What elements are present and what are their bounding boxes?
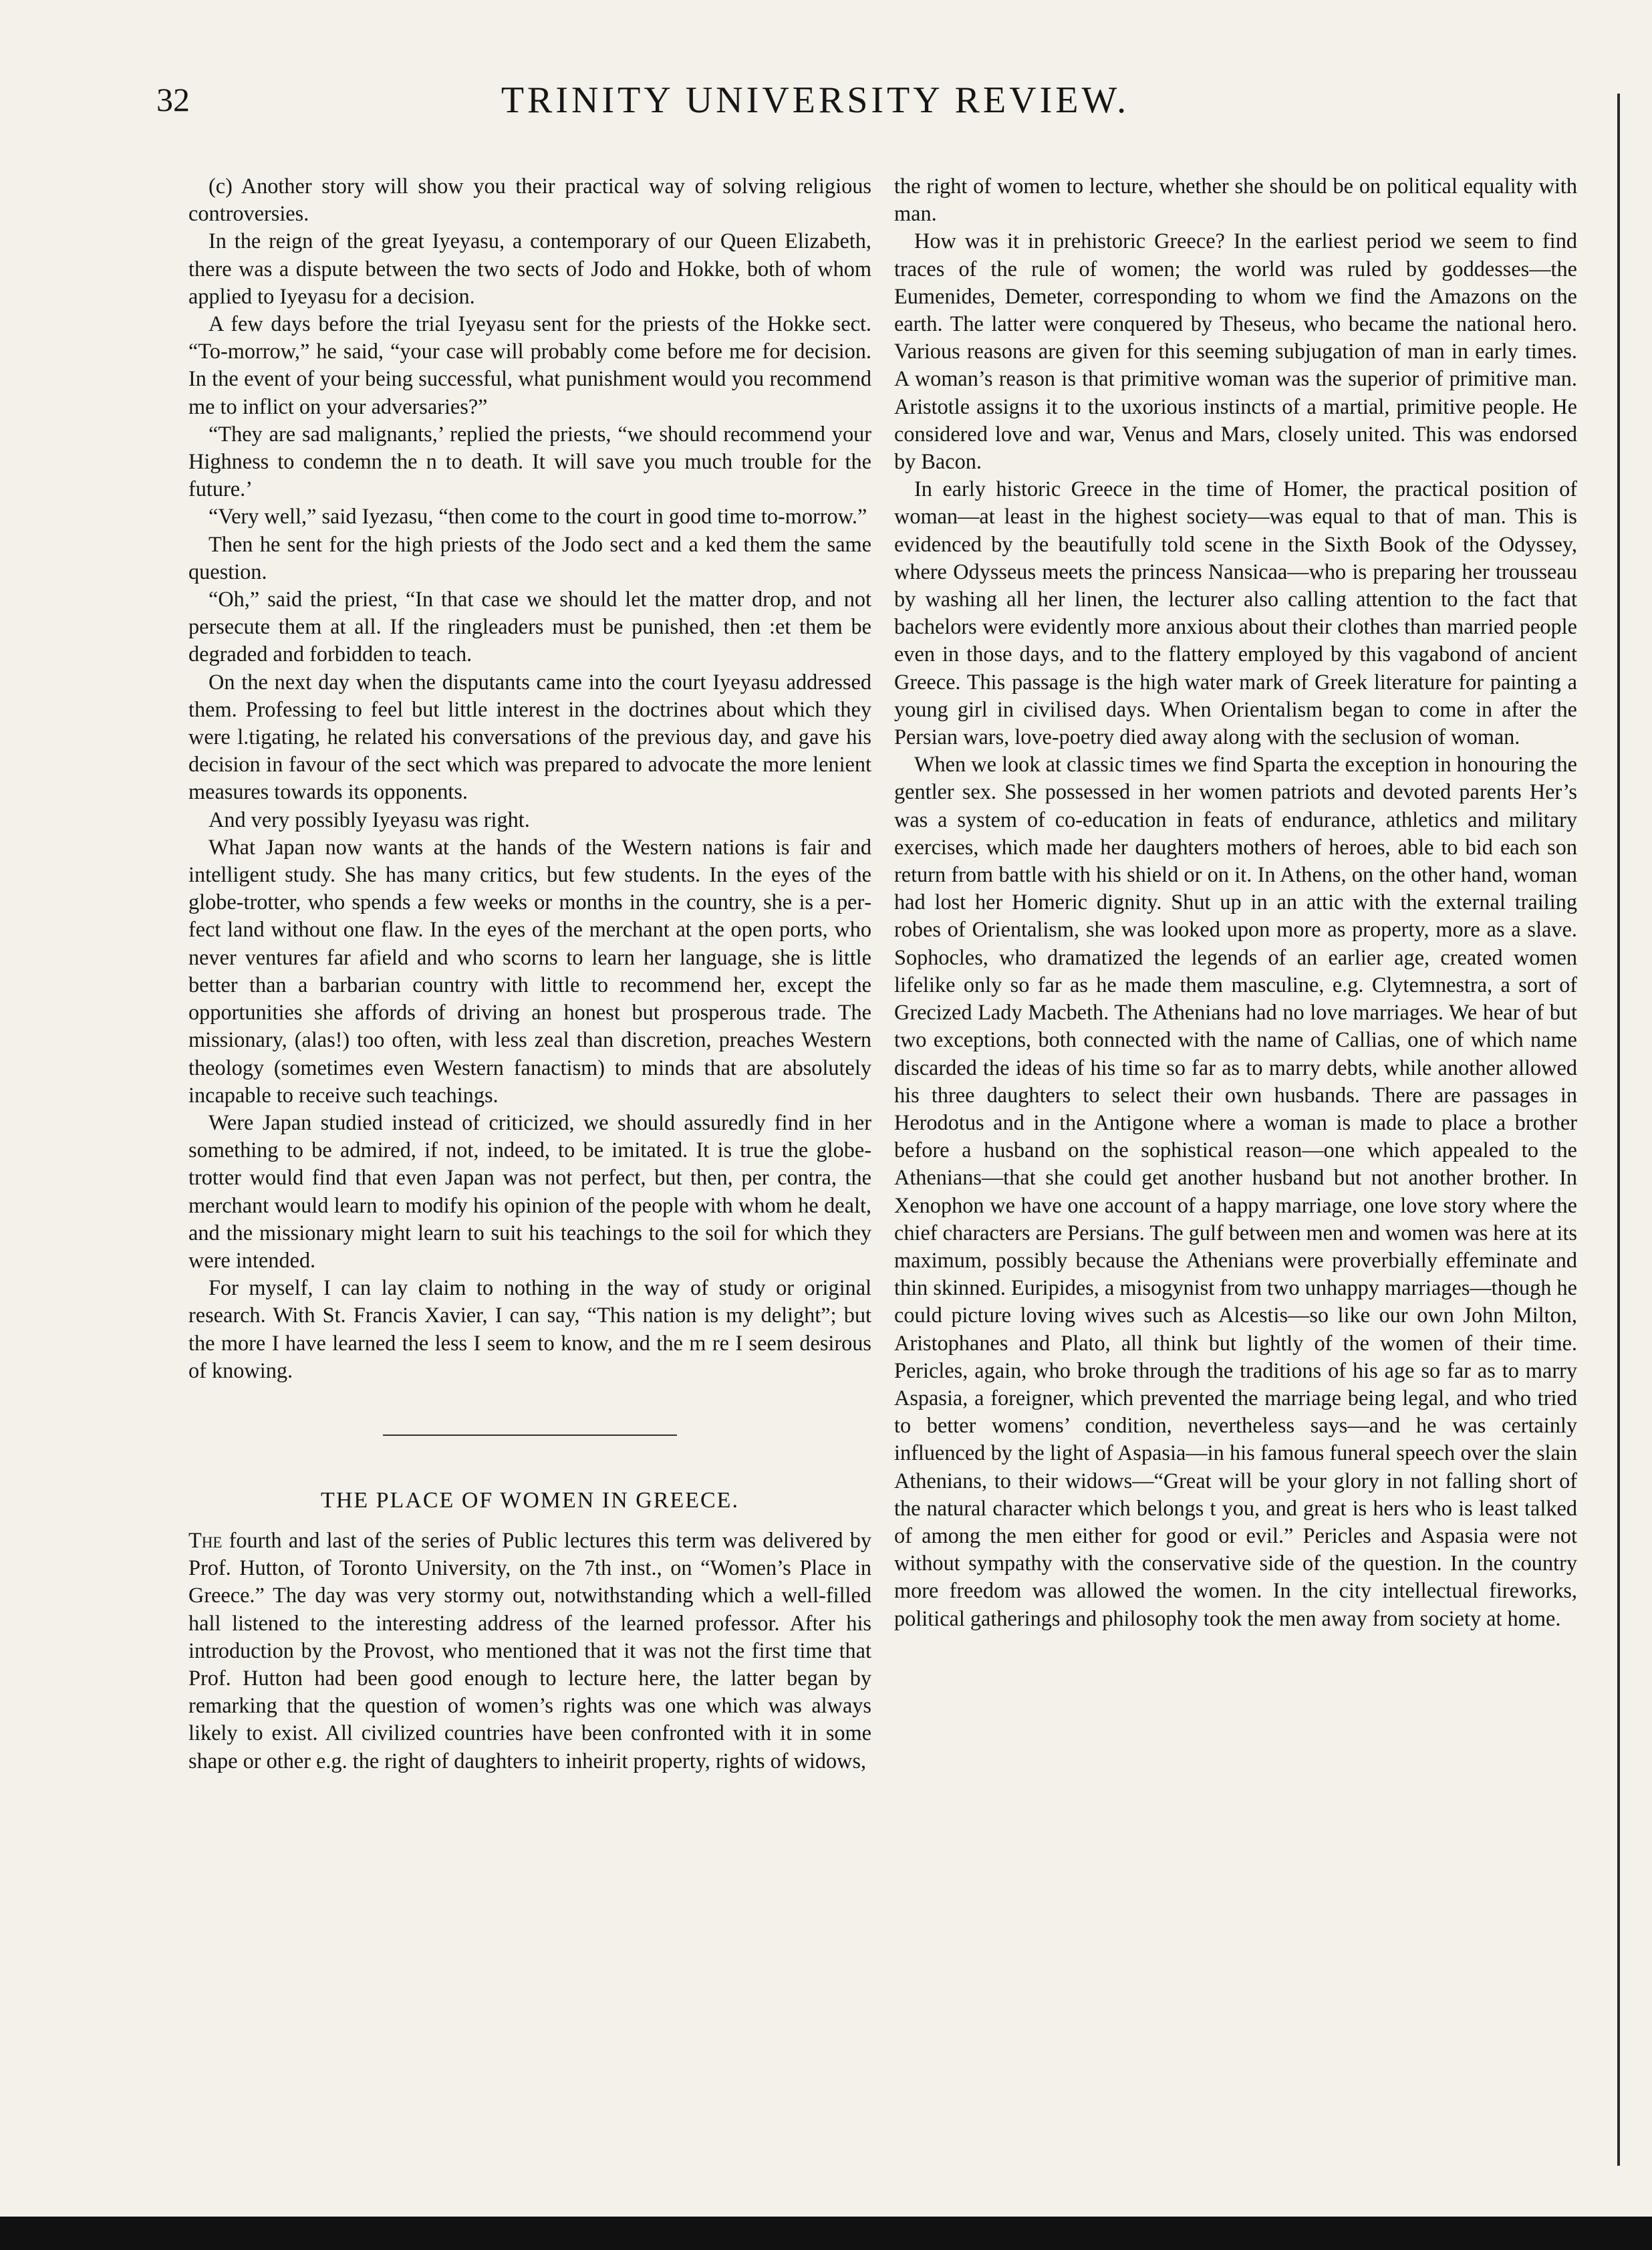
paragraph-jodo-answer: “Oh,” said the priest, “In that case we should let the matter drop, and not persecute them at all. If the ringleaders must be punished, then :et them be degraded and forbidden to teach. [188,587,871,666]
paragraph-practical-way: (c) Another story will show you their practical way of solving religious controversies. [188,174,871,226]
paragraph-right-to-lecture: the right of women to lecture, whether she should be on political equality with man. [894,174,1577,226]
paragraph-lecture-intro [188,1527,871,1775]
paragraph-for-myself: For myself, I can lay claim to nothing in the way of study or original research. With St. Francis Xavier, I can say, “This nation is my delight”; but the more I have learned the less I seem to know, and the m re I seem desirous of knowing. [188,1275,871,1382]
paragraph-jodo-priests: Then he sent for the high priests of the Jodo sect and a ked them the same question. [188,531,871,584]
left-column [188,172,871,1775]
paragraph-japan-wants: What Japan now wants at the hands of the Western nations is fair and intelligent study. She has many critics, but few students. In the eyes of the globe-trotter, who spends a few weeks or months in the country, she is a perfect land without one flaw. In the eyes of the merchant at the open ports, who never ventures far afield and who scorns to learn her language, she is little better than a barbarian country with little to recommend her, except the opportunities she affords of driving an honest but prosperous trade. The missionary, (alas!) too often, with less zeal than discretion, preaches Western theology (sometimes even Western fanactism) to minds that are absolutely incapable to receive such teachings. [188,834,871,1107]
paragraph-decision: On the next day when the disputants came into the court Iyeyasu addressed them. Professing to feel but little interest in the doctrines about which they were l.tigating, he related his conversations of the previous day, and gave his decision in favour of the sect which was prepared to advocate the more lenient measures towards its opponents. [188,669,871,804]
section-title: THE PLACE OF WOMEN IN GREECE. [321,1487,739,1513]
scan-bottom-edge [0,2217,1652,2250]
paragraph-hokke-priests: A few days before the trial Iyeyasu sent for the priests of the Hokke sect. “To-morrow,” he said, “your case will probably come before me for decision. In the event of your being successful, what punishment would you recommend me to inflict on your adversaries?” [188,311,871,418]
paragraph-prehistoric-greece: How was it in prehistoric Greece? In the earliest period we seem to find traces of the rule of women; the world was ruled by goddesses—the Eumenides, Demeter, corresponding to whom we find the Amazons on the earth. The latter were conquered by Theseus, who became the national hero. Various reasons are given for this seeming subjugation of man in early times. A woman’s reason is that primitive woman was the superior of primitive man. Aristotle assigns it to the uxorious instincts of a martial, primitive people. He considered love and war, Venus and Mars, closely united. This was endorsed by Bacon. [894,229,1577,474]
page-number: 32 [156,81,190,118]
journal-title: TRINITY UNIVERSITY REVIEW. [501,80,1130,121]
lecture-intro-text: fourth and last of the series of Public lectures this term was delivered by Prof. Hutton, of Toronto University, on the 7th inst., on “Women’s Place in Greece.” The day was very stormy out, notwithstanding which a well-filled hall listened to the interesting address of the learned professor. After his introduction by the Provost, who mentioned that it was not the first time that Prof. Hutton had been good enough to lecture here, the latter began by remarking that the question of women’s rights was one which was always likely to exist. All civilized countries have been confronted with it in some shape or other e.g. the right of daughters to inheirit property, rights of widows, [188,1527,871,1773]
page-header [0,0,1652,160]
page-edge-shadow [1617,94,1620,2166]
right-column [894,172,1577,1632]
paragraph-very-well: “Very well,” said Iyezasu, “then come to the court in good time to-morrow.” [209,504,867,529]
section-divider [383,1434,677,1436]
paragraph-homeric-greece: In early historic Greece in the time of Homer, the practical position of woman—at least in the highest society—was equal to that of man. This is evidenced by the beautifully told scene in the Sixth Book of the Odyssey, where Odysseus meets the princess Nansicaa—who is preparing her trousseau by washing all her linen, the lecturer also calling attention to the fact that bachelors were evidently more anxious about their clothes than married people even in those days, and to the flattery employed by this vagabond of ancient Greece. This passage is the high water mark of Greek literature for painting a young girl in civilised days. When Orientalism began to come in after the Persian wars, love-poetry died away along with the seclusion of woman. [894,477,1577,749]
paragraph-classic-times: When we look at classic times we find Sparta the exception in honouring the gentler sex. She possessed in her women patriots and devoted parents Her’s was a system of co-education in feats of endurance, athletics and military exercises, which made her daughters mothers of heroes, able to bid each son return from battle with his shield or on it. In Athens, on the other hand, woman had lost her Homeric dignity. Shut up in an attic with the external trailing robes of Orientalism, she was looked upon more as property, more as a slave. Sophocles, who dramatized the legends of an earlier age, created women lifelike only so far as he made them masculine, e.g. Clytemnestra, a sort of Grecized Lady Macbeth. The Athenians had no love marriages. We hear of but two exceptions, both connected with the name of Callias, one of which name discarded the ideas of his time so far as to marry debts, while another allowed his three daughters to select their own husbands. There are passages in Herodotus and in the Antigone where a woman is made to place a brother before a husband on the sophistical reason—one which appealed to the Athenians—that she could get another husband but not another brother. In Xenophon we have one account of a happy marriage, one love story where the chief characters are Persians. The gulf between men and women was here at its maximum, possibly because the Athenians were proverbially effeminate and thin skinned. Euripides, a misogynist from two unhappy marriages—though he could picture loving wives such as Alcestis—so like our own John Milton, Aristophanes and Plato, all think but lightly of the women of their time. Pericles, again, who broke through the traditions of his age so far as to marry Aspasia, a foreigner, which prevented the marriage being legal, and who tried to better womens’ condition, nevertheless says—and he was certainly influenced by the light of Aspasia—in his famous funeral speech over the slain Athenians, to their widows—“Great will be your glory in not falling short of the natural character which belongs t you, and great is hers who is least talked of among the men either for good or evil.” Pericles and Aspasia were not without sympathy with the conservative side of the question. In the country more freedom was allowed the women. In the city intellectual fireworks, political gatherings and philosophy took the men away from society at home. [894,752,1577,1630]
paragraph-iyeyasu-right: And very possibly Iyeyasu was right. [209,807,530,832]
lead-word: The [188,1527,223,1552]
paragraph-japan-studied: Were Japan studied instead of criticized, we should assuredly find in her something to be admired, if not, indeed, to be imitated. It is true the globe-trotter would find that even Japan was not perfect, but then, per contra, the merchant would learn to modify his opinion of the people with whom he dealt, and the missionary might learn to suit his teachings to the soil for which they were intended. [188,1110,871,1272]
paragraph-malignants: “They are sad malignants,’ replied the priests, “we should recommend your Highness to condemn the n to death. It will save you much trouble for the future.’ [188,421,871,501]
paragraph-iyeyasu-dispute: In the reign of the great Iyeyasu, a contemporary of our Queen Elizabeth, there was a dispute between the two sects of Jodo and Hokke, both of whom applied to Iyeyasu for a decision. [188,229,871,308]
